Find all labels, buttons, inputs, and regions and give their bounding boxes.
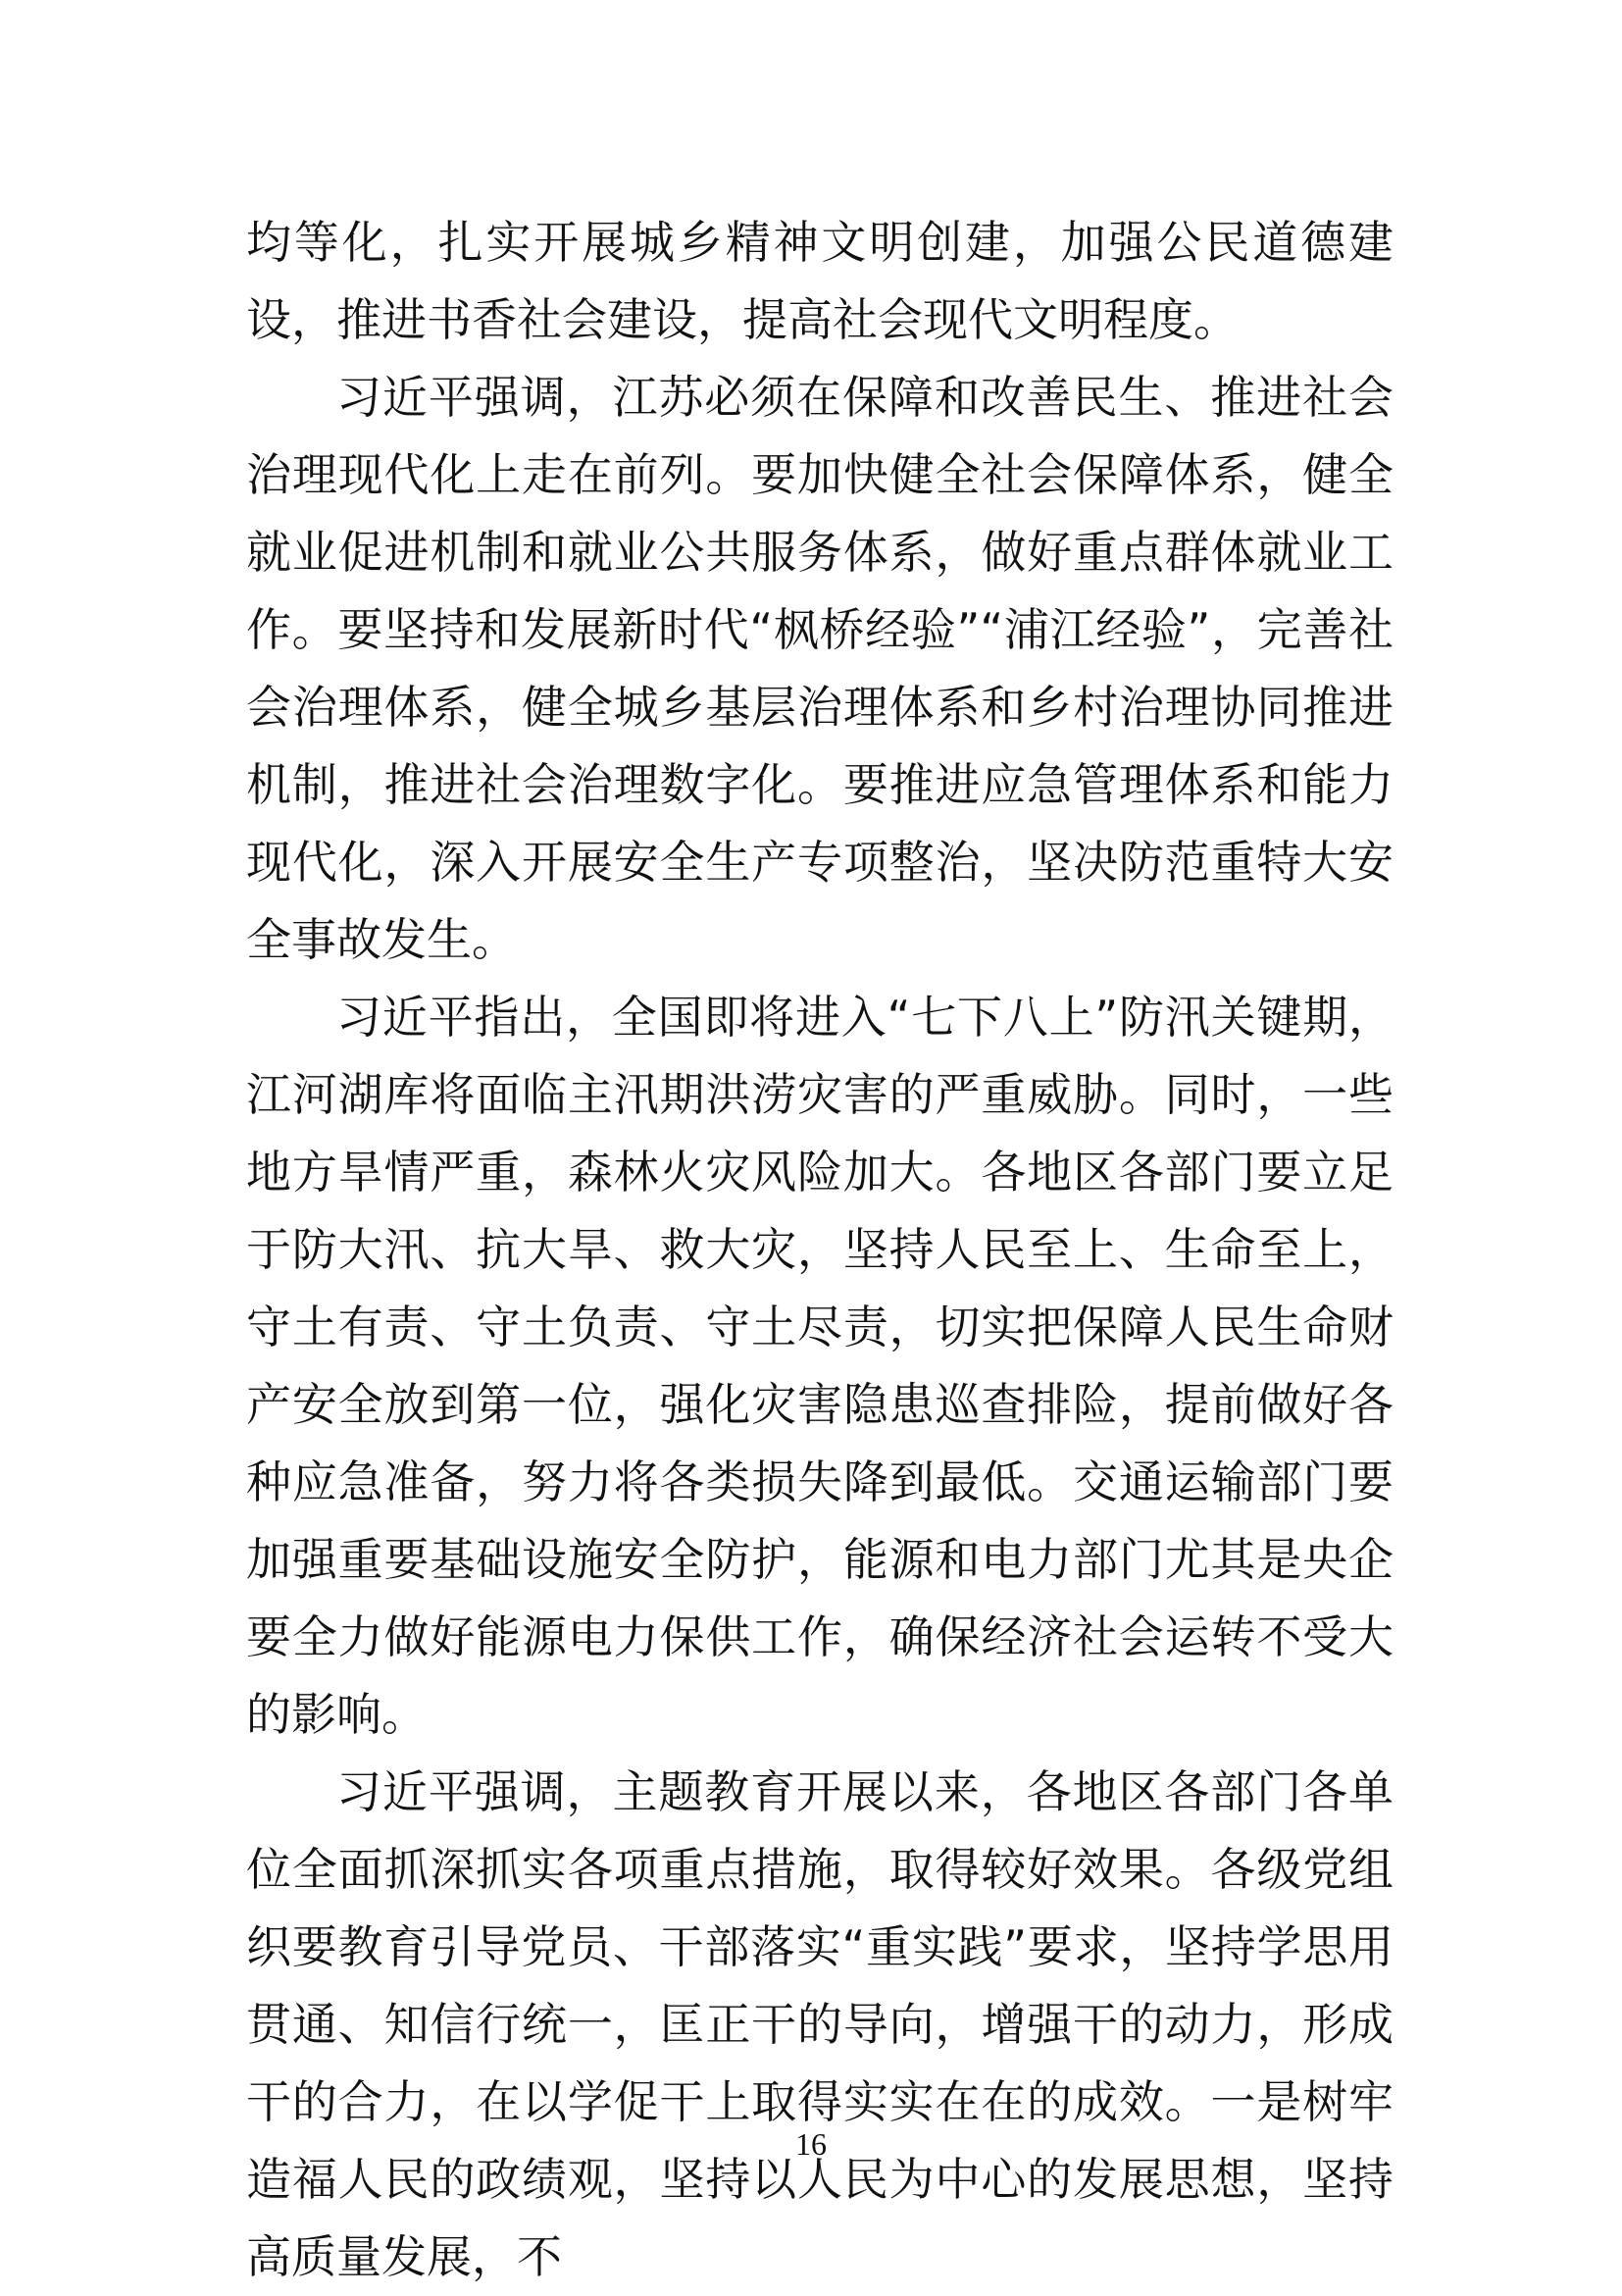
page-number: 16 [795,2126,827,2162]
paragraph: 习近平指出，全国即将进入“七下八上”防汛关键期，江河湖库将面临主汛期洪涝灾害的严重威胁。同时，一些地方旱情严重，森林火灾风险加大。各地区各部门要立足于防大汛、抗大旱、救大灾，坚持人民至上、生命至上，守土有责、守土负责、守土尽责，切实把保障人民生命财产安全放到第一位，强化灾害隐患巡查排险，提前做好各种应急准备，努力将各类损失降到最低。交通运输部门要加强重要基础设施安全防护，能源和电力部门尤其是央企要全力做好能源电力保供工作，确保经济社会运转不受大的影响。 [246,991,1394,1741]
paragraph-continued: 均等化，扎实开展城乡精神文明创建，加强公民道德建设，推进书香社会建设，提高社会现代文明程度。 [246,216,1394,346]
paragraph: 习近平强调，主题教育开展以来，各地区各部门各单位全面抓深抓实各项重点措施，取得较好效果。各级党组织要教育引导党员、干部落实“重实践”要求，坚持学思用贯通、知信行统一，匡正干的导向，增强干的动力，形成干的合力，在以学促干上取得实实在在的成效。一是树牢造福人民的政绩观，坚持以人民为中心的发展思想，坚持高质量发展，不 [246,1765,1394,2283]
document-body [246,204,1394,2296]
paragraph: 习近平强调，江苏必须在保障和改善民生、推进社会治理现代化上走在前列。要加快健全社会保障体系，健全就业促进机制和就业公共服务体系，做好重点群体就业工作。要坚持和发展新时代“枫桥经验”“浦江经验”，完善社会治理体系，健全城乡基层治理体系和乡村治理协同推进机制，推进社会治理数字化。要推进应急管理体系和能力现代化，深入开展安全生产专项整治，坚决防范重特大安全事故发生。 [246,371,1394,966]
